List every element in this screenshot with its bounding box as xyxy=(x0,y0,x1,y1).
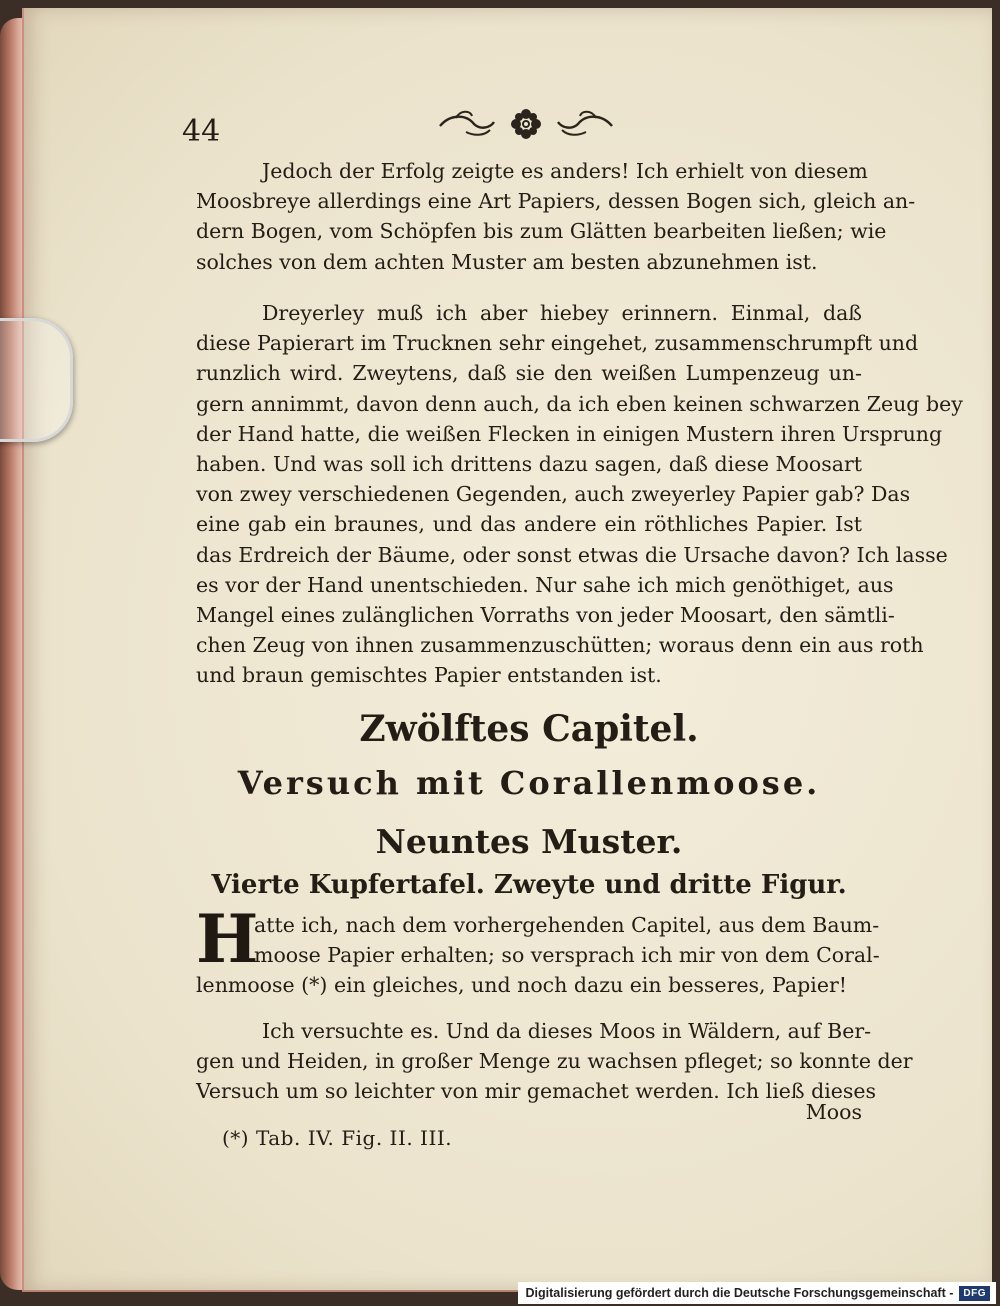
chapter-title: Zwölftes Capitel. xyxy=(359,708,699,750)
text-line: Ich versuchte es. Und da dieses Moos in Wäldern, auf Ber- xyxy=(262,1019,872,1043)
text-line: Dreyerley muß ich aber hiebey erinnern. Einmal, daß xyxy=(262,301,862,325)
chapter-subtitle: Versuch mit Corallenmoose. xyxy=(237,764,821,802)
text-line: gern annimmt, davon denn auch, da ich eben keinen schwarzen Zeug bey xyxy=(196,391,963,416)
text-line: dern Bogen, vom Schöpfen bis zum Glätten bearbeiten ließen; wie xyxy=(196,219,887,244)
text-line: von zwey verschiedenen Gegenden, auch zweyerley Papier gab? Das xyxy=(196,482,911,507)
text-line: Moosbreye allerdings eine Art Papiers, dessen Bogen sich, gleich an- xyxy=(196,189,916,214)
drop-cap: H xyxy=(196,900,259,978)
text-line: gen und Heiden, in großer Menge zu wachsen pfleget; so konnte der xyxy=(196,1049,913,1074)
text-line: der Hand hatte, die weißen Flecken in einigen Mustern ihren Ursprung xyxy=(196,421,943,446)
text-line: diese Papierart im Trucknen sehr eingehet, zusammenschrumpft und xyxy=(196,331,919,356)
catchword: Moos xyxy=(805,1100,862,1124)
digitization-credit xyxy=(518,1282,996,1304)
text-line: es vor der Hand unentschieden. Nur sahe ich mich genöthiget, aus xyxy=(196,572,894,597)
text-line: und braun gemischtes Papier entstanden ist. xyxy=(196,663,662,688)
dfg-logo-icon: DFG xyxy=(959,1286,990,1301)
text-line: chen Zeug von ihnen zusammenzuschütten; woraus denn ein aus roth xyxy=(196,633,924,658)
text-line: eine gab ein braunes, und das andere ein röthliches Papier. Ist xyxy=(196,512,862,537)
sample-title: Neuntes Muster. xyxy=(375,822,683,861)
text-line: Mangel eines zulänglichen Vorraths von jeder Moosart, den sämtli- xyxy=(196,603,895,628)
text-line: das Erdreich der Bäume, oder sonst etwas die Ursache davon? Ich lasse xyxy=(196,542,948,567)
text-line: moose Papier erhalten; so versprach ich mir von dem Coral- xyxy=(254,943,880,968)
page-clip xyxy=(0,318,73,442)
page-number: 44 xyxy=(182,114,221,149)
paragraph-1 xyxy=(196,156,916,277)
text-line: atte ich, nach dem vorhergehenden Capitel, aus dem Baum- xyxy=(254,913,880,937)
footnote: (*) Tab. IV. Fig. II. III. xyxy=(222,1126,453,1150)
text-line: lenmoose (*) ein gleiches, und noch dazu ein besseres, Papier! xyxy=(196,973,848,998)
text-line: solches von dem achten Muster am besten abzunehmen ist. xyxy=(196,249,818,274)
plate-title: Vierte Kupfertafel. Zweyte und dritte Figur. xyxy=(211,870,847,900)
text-line: Jedoch der Erfolg zeigte es anders! Ich erhielt von diesem xyxy=(262,159,868,183)
text-line: haben. Und was soll ich drittens dazu sagen, daß diese Moosart xyxy=(196,452,862,477)
credit-text: Digitalisierung gefördert durch die Deutsche Forschungsgemeinschaft - xyxy=(525,1286,954,1300)
paragraph-4 xyxy=(196,1016,913,1107)
ornament-icon xyxy=(436,106,616,142)
text-line: Versuch um so leichter von mir gemachet werden. Ich ließ dieses xyxy=(196,1079,877,1104)
text-line: runzlich wird. Zweytens, daß sie den weißen Lumpenzeug un- xyxy=(196,361,862,386)
paragraph-2 xyxy=(196,298,963,691)
paragraph-3 xyxy=(196,910,880,1001)
